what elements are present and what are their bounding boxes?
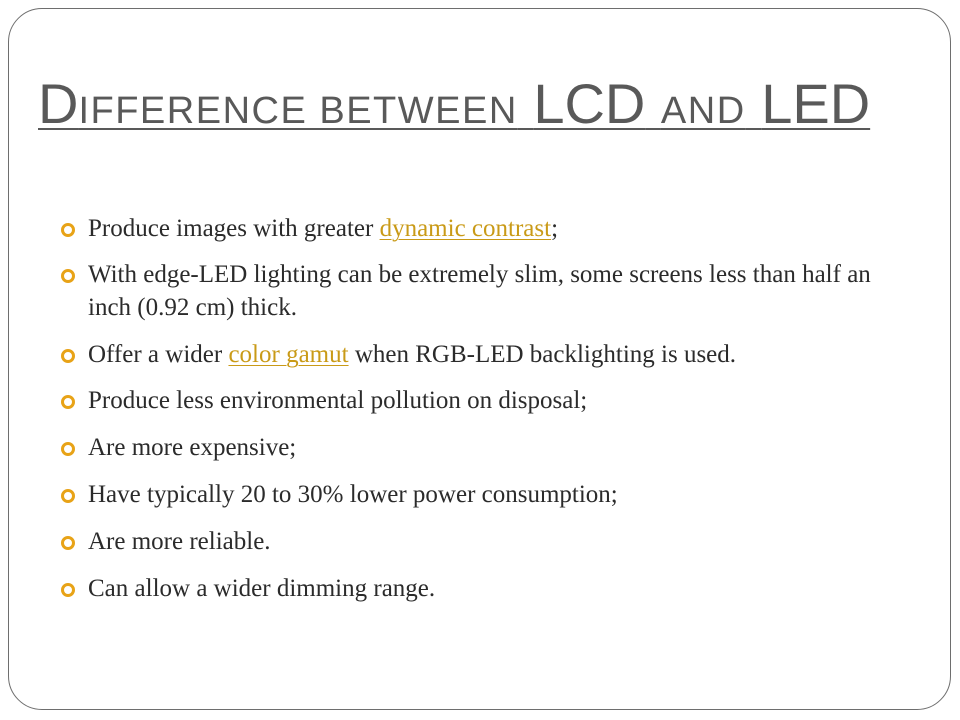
ring-bullet-icon: [61, 489, 75, 503]
title-part-led: LED: [761, 72, 871, 135]
ring-bullet-icon: [61, 349, 75, 363]
bullet-item-dimming: [60, 572, 920, 605]
slide-title: [38, 66, 870, 149]
ring-bullet-icon: [61, 442, 75, 456]
title-part-d: D: [38, 72, 79, 135]
bullet-text: Have typically 20 to 30% lower power consumption;: [88, 481, 618, 508]
bullet-text: Are more reliable.: [88, 528, 271, 555]
bullet-item-edge-led: [60, 258, 920, 324]
bullet-text: Are more expensive;: [88, 434, 297, 461]
bullet-item-expensive: [60, 431, 920, 464]
ring-bullet-icon: [61, 395, 75, 409]
bullet-text-after: when RGB-LED backlighting is used.: [348, 341, 737, 368]
title-part-lcd: LCD: [533, 72, 646, 135]
bullet-text: Produce less environmental pollution on disposal;: [88, 387, 588, 414]
title-part-ifference-between: IFFERENCE BETWEEN: [78, 90, 518, 132]
bullet-text: Can allow a wider dimming range.: [88, 575, 436, 602]
ring-bullet-icon: [61, 269, 75, 283]
bullet-item-dynamic-contrast: [60, 212, 920, 245]
title-part-and: AND: [660, 90, 746, 132]
bullet-text-before: Offer a wider: [88, 341, 229, 368]
ring-bullet-icon: [61, 583, 75, 597]
bullet-list: [60, 212, 920, 605]
dynamic-contrast-link[interactable]: dynamic contrast: [379, 215, 552, 242]
ring-bullet-icon: [61, 223, 75, 237]
bullet-item-color-gamut: [60, 338, 920, 371]
bullet-item-power: [60, 478, 920, 511]
bullet-text: With edge-LED lighting can be extremely slim, some screens less than half an inch (0.92 cm) thick.: [88, 261, 871, 321]
ring-bullet-icon: [61, 536, 75, 550]
bullet-text-before: Produce images with greater: [88, 215, 380, 242]
bullet-text-after: ;: [551, 215, 559, 242]
bullet-item-pollution: [60, 384, 920, 417]
color-gamut-link[interactable]: color gamut: [228, 341, 349, 368]
bullet-item-reliable: [60, 525, 920, 558]
